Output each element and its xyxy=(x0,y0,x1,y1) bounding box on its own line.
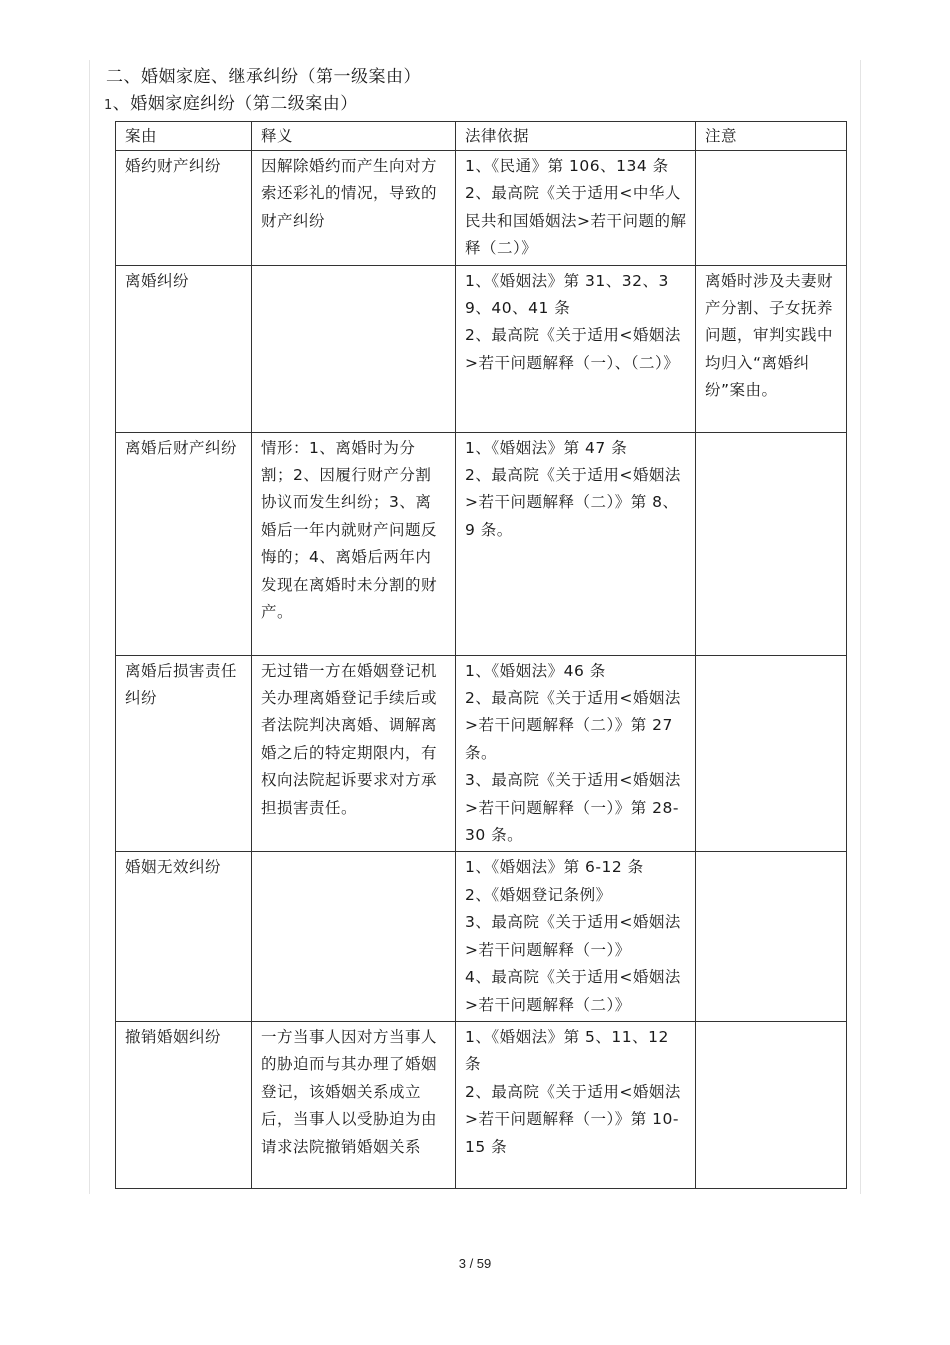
definition-cell: 情形：1、离婚时为分割；2、因履行财产分割协议而发生纠纷；3、离婚后一年内就财产问题反悔的；4、离婚后两年内发现在离婚时未分割的财产。 xyxy=(252,432,456,655)
basis-line: 4、最高院《关于适用<婚姻法>若干问题解释（二）》 xyxy=(465,968,681,1014)
subsection-title: 、婚姻家庭纠纷（第二级案由） xyxy=(112,94,358,114)
note-cell xyxy=(696,655,847,852)
basis-cell xyxy=(456,1021,696,1188)
basis-line: 1、《婚姻法》第 47 条 xyxy=(465,438,628,457)
table-row xyxy=(116,151,847,266)
cause-cell: 离婚纠纷 xyxy=(116,265,252,432)
basis-line: 2、《婚姻登记条例》 xyxy=(465,885,612,904)
basis-cell xyxy=(456,151,696,266)
definition-cell xyxy=(252,852,456,1021)
cause-cell: 离婚后损害责任纠纷 xyxy=(116,655,252,852)
column-header-cause: 案由 xyxy=(116,122,252,151)
table-row xyxy=(116,655,847,852)
note-cell xyxy=(696,1021,847,1188)
basis-line: 2、最高院《关于适用<中华人民共和国婚姻法>若干问题的解释（二）》 xyxy=(465,184,687,258)
basis-line: 1、《婚姻法》46 条 xyxy=(465,661,606,680)
basis-line: 1、《婚姻法》第 5、11、12 条 xyxy=(465,1027,669,1074)
basis-cell xyxy=(456,852,696,1021)
basis-cell xyxy=(456,432,696,655)
cause-cell: 撤销婚姻纠纷 xyxy=(116,1021,252,1188)
table-row xyxy=(116,1021,847,1188)
definition-cell: 因解除婚约而产生向对方索还彩礼的情况，导致的财产纠纷 xyxy=(252,151,456,266)
table-body xyxy=(116,151,847,1189)
subsection-heading xyxy=(104,93,358,117)
note-cell xyxy=(696,852,847,1021)
column-header-note: 注意 xyxy=(696,122,847,151)
definition-cell: 无过错一方在婚姻登记机关办理离婚登记手续后或者法院判决离婚、调解离婚之后的特定期限内，有权向法院起诉要求对方承担损害责任。 xyxy=(252,655,456,852)
basis-cell xyxy=(456,655,696,852)
cause-cell: 婚姻无效纠纷 xyxy=(116,852,252,1021)
basis-cell xyxy=(456,265,696,432)
page-number: 3 / 59 xyxy=(458,1256,492,1271)
definition-cell: 一方当事人因对方当事人的胁迫而与其办理了婚姻登记，该婚姻关系成立后，当事人以受胁迫为由请求法院撤销婚姻关系 xyxy=(252,1021,456,1188)
note-cell: 离婚时涉及夫妻财产分割、子女抚养问题，审判实践中均归入“离婚纠纷”案由。 xyxy=(696,265,847,432)
table-row xyxy=(116,852,847,1021)
definition-cell xyxy=(252,265,456,432)
column-header-definition: 释义 xyxy=(252,122,456,151)
note-cell xyxy=(696,432,847,655)
cause-cell: 离婚后财产纠纷 xyxy=(116,432,252,655)
cause-cell: 婚约财产纠纷 xyxy=(116,151,252,266)
subsection-number: 1 xyxy=(104,98,113,113)
cause-table xyxy=(115,121,847,1189)
column-header-basis: 法律依据 xyxy=(456,122,696,151)
basis-line: 1、《婚姻法》第 6-12 条 xyxy=(465,858,644,877)
basis-line: 2、最高院《关于适用<婚姻法>若干问题解释（二）》第 8、9 条。 xyxy=(465,466,681,539)
note-cell xyxy=(696,151,847,266)
basis-line: 2、最高院《关于适用<婚姻法>若干问题解释（二）》第 27 条。 xyxy=(465,689,681,762)
table-header-row xyxy=(116,122,847,151)
basis-line: 2、最高院《关于适用<婚姻法>若干问题解释（一）》第 10-15 条 xyxy=(465,1082,681,1156)
basis-line: 2、最高院《关于适用<婚姻法>若干问题解释（一）、（二）》 xyxy=(465,326,681,372)
basis-line: 1、《民通》第 106、134 条 xyxy=(465,157,669,175)
basis-line: 3、最高院《关于适用<婚姻法>若干问题解释（一）》第 28-30 条。 xyxy=(465,771,681,845)
table-row xyxy=(116,432,847,655)
basis-line: 1、《婚姻法》第 31、32、39、40、41 条 xyxy=(465,271,669,318)
section-heading: 二、婚姻家庭、继承纠纷（第一级案由） xyxy=(106,67,421,87)
basis-line: 3、最高院《关于适用<婚姻法>若干问题解释（一）》 xyxy=(465,913,681,959)
table-row xyxy=(116,265,847,432)
